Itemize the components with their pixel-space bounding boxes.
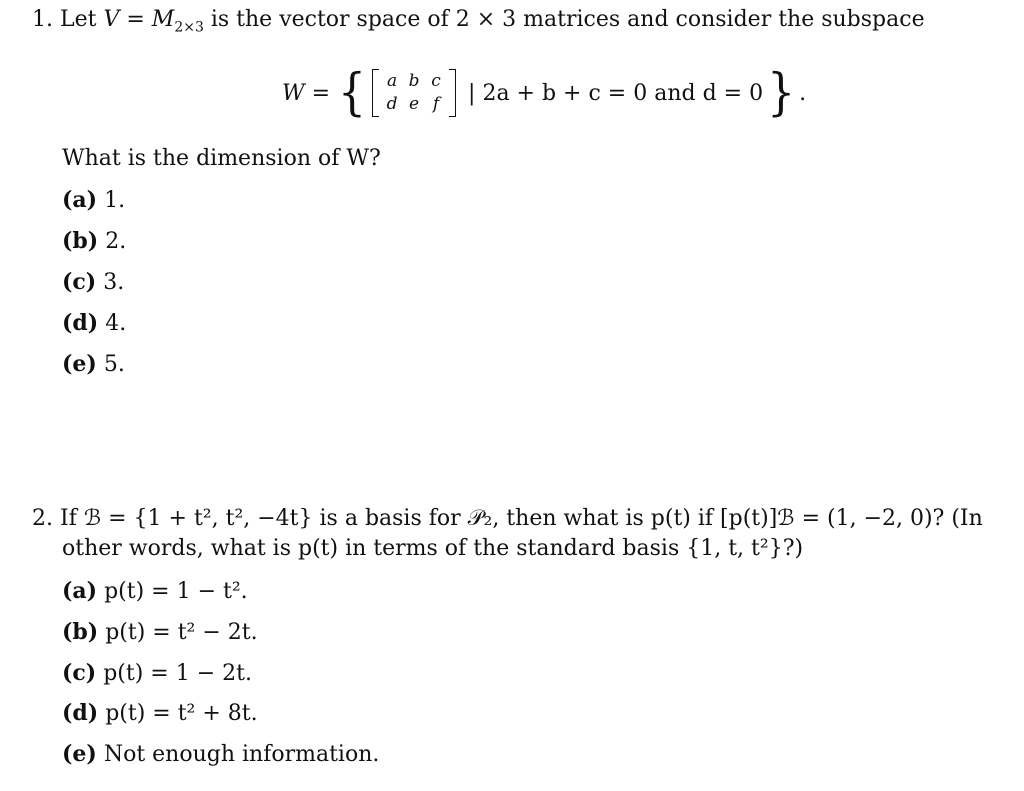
option-text: 3. <box>103 270 125 295</box>
option-text: p(t) = 1 − 2t. <box>103 661 252 686</box>
option-label: (d) <box>62 310 99 336</box>
q2-stem-line1 <box>32 506 983 532</box>
matrix-cell: d <box>386 93 398 114</box>
q1-option-d[interactable] <box>62 310 126 337</box>
open-brace: { <box>338 63 367 122</box>
q1-eq-lhs: W = <box>282 80 331 106</box>
q2-option-d[interactable] <box>62 700 258 727</box>
option-text: p(t) = 1 − t². <box>104 579 248 604</box>
q1-option-e[interactable] <box>62 351 125 378</box>
q1-question: What is the dimension of W? <box>62 146 381 171</box>
q2-number: 2. <box>32 506 53 531</box>
matrix-cell: b <box>408 70 420 91</box>
q1-eq-condition: | 2a + b + c = 0 and d = 0 <box>468 80 764 106</box>
q1-number: 1. <box>32 7 53 32</box>
q1-option-c[interactable] <box>62 269 124 296</box>
option-label: (b) <box>62 228 99 254</box>
option-label: (e) <box>62 741 97 767</box>
q1-var-m: M <box>151 7 175 32</box>
option-text: p(t) = t² − 2t. <box>105 620 258 645</box>
q1-stem <box>32 7 925 36</box>
option-text: Not enough information. <box>103 742 380 767</box>
option-text: 4. <box>105 311 127 336</box>
q1-stem-a: Let <box>60 7 104 32</box>
q2-line1-text: If ℬ = {1 + t², t², −4t} is a basis for 𝒫₂, then what is p(t) if [p(t)]ℬ = (1, −2, 0)? (In <box>60 506 983 531</box>
option-text: p(t) = t² + 8t. <box>105 701 258 726</box>
q1-var-v: V <box>103 7 120 32</box>
option-label: (c) <box>62 660 97 686</box>
option-label: (b) <box>62 619 99 645</box>
option-label: (a) <box>62 187 98 213</box>
option-label: (c) <box>62 269 97 295</box>
option-text: 5. <box>103 352 125 377</box>
q2-option-e[interactable] <box>62 741 379 768</box>
q1-option-b[interactable] <box>62 228 126 255</box>
q1-matrix <box>372 69 456 117</box>
q1-m-subscript: 2×3 <box>174 19 204 36</box>
matrix-cell: f <box>432 93 440 114</box>
option-label: (a) <box>62 578 98 604</box>
option-text: 2. <box>105 229 127 254</box>
q1-equals: = <box>119 7 152 32</box>
q1-display-equation <box>282 63 807 122</box>
close-brace: } <box>767 63 796 122</box>
q1-eq-period: . <box>799 80 807 106</box>
option-label: (e) <box>62 351 97 377</box>
q2-stem-line2: other words, what is p(t) in terms of the standard basis {1, t, t²}?) <box>62 536 804 561</box>
left-bracket <box>372 69 379 117</box>
matrix-cell: c <box>431 70 441 91</box>
q2-option-a[interactable] <box>62 578 248 605</box>
q1-stem-b: is the vector space of 2 × 3 matrices and consider the subspace <box>203 7 925 32</box>
q2-option-b[interactable] <box>62 619 258 646</box>
option-text: 1. <box>104 188 126 213</box>
option-label: (d) <box>62 700 99 726</box>
q2-option-c[interactable] <box>62 660 252 687</box>
matrix-cell: e <box>409 93 420 114</box>
right-bracket <box>449 69 456 117</box>
q1-option-a[interactable] <box>62 187 125 214</box>
matrix-cell: a <box>386 70 398 91</box>
